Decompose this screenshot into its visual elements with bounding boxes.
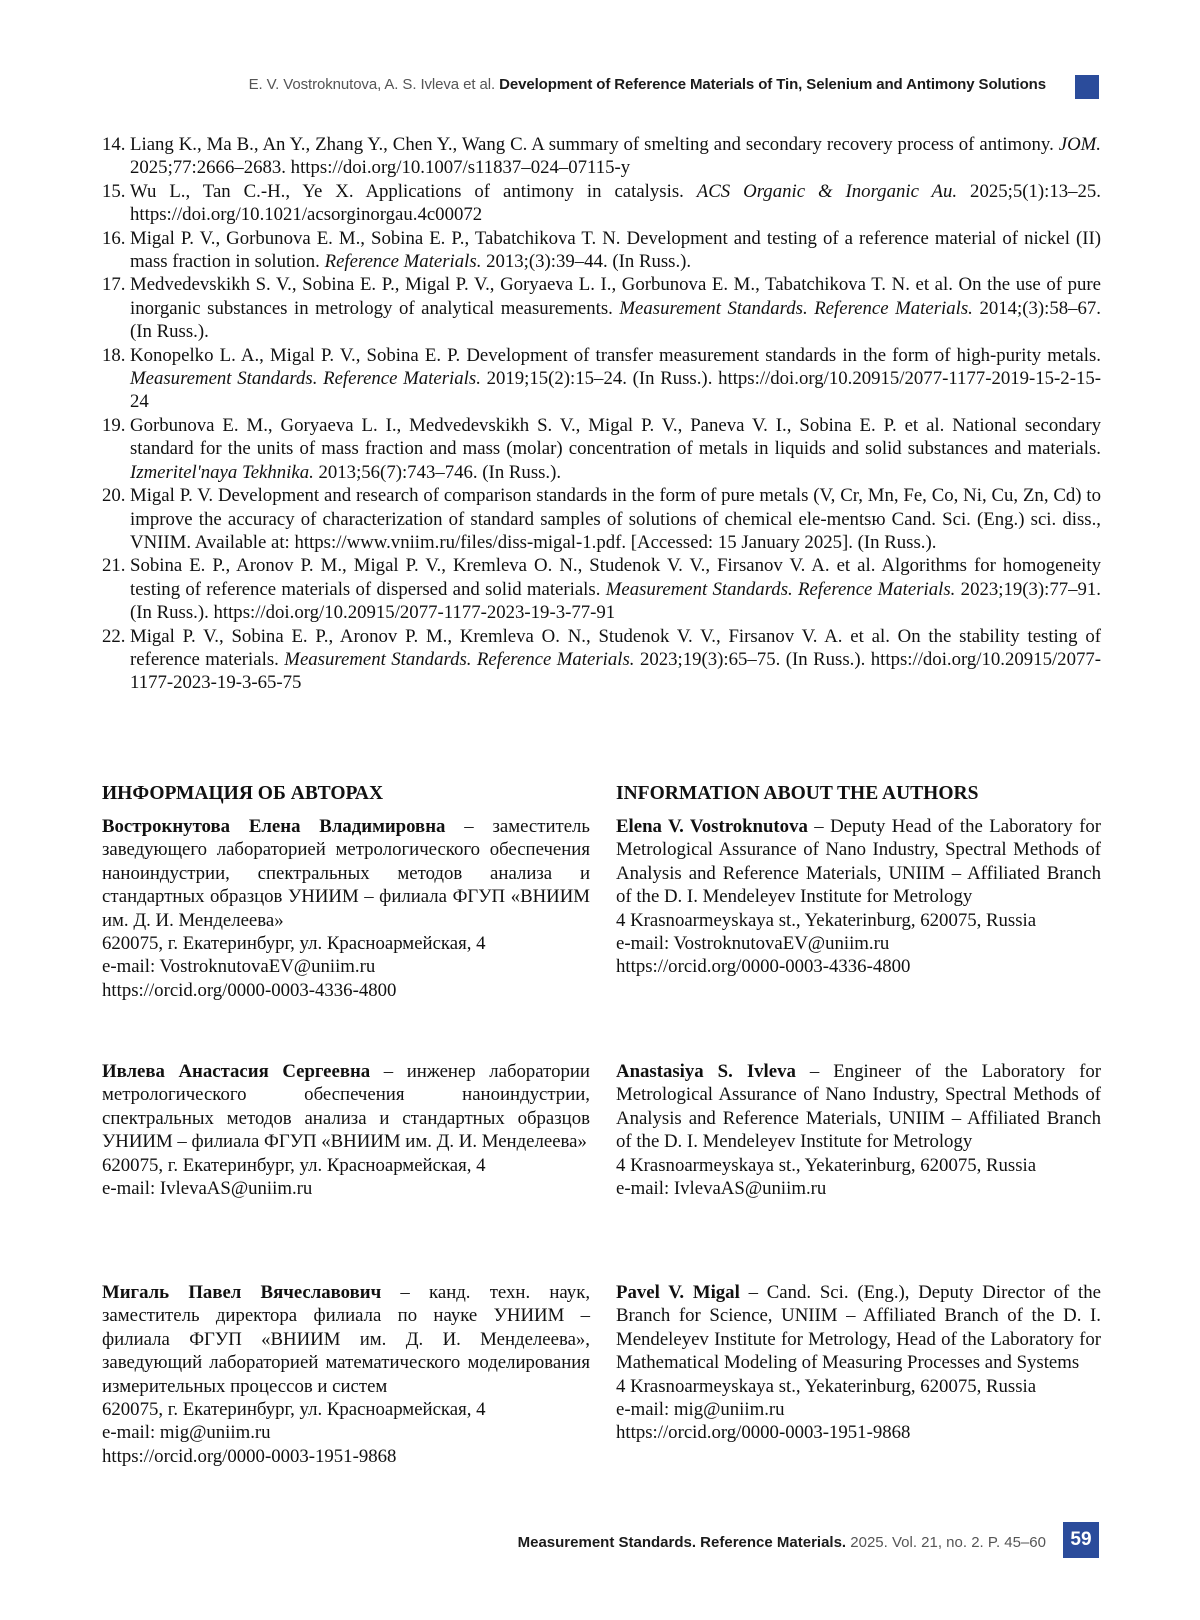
page-number: 59 [1063, 1522, 1099, 1558]
email-text: e-mail: mig@uniim.ru [616, 1399, 785, 1421]
reference-item: 18. Konopelko L. A., Migal P. V., Sobina E. P. Development of transfer measurement standards in the form of high-purity metals. Measurement Standards. Reference Materials. 2019;15(2):15–24. (In Russ.). https://doi.org/10.20915/2077-1177-2019-15-2-15-24 [102, 344, 1101, 413]
reference-item: 22. Migal P. V., Sobina E. P., Aronov P. M., Kremleva O. N., Studenok V. V., Firsanov V. A. et al. On the stability testing of reference materials. Measurement Standards. Reference Materials. 2023;19(3):65–75. (In Russ.). https://doi.org/10.20915/2077-1177-2023-19-3-65-75 [102, 625, 1101, 694]
author-en-ivleva: Anastasiya S. Ivleva – Engineer of the Laboratory for Metrological Assurance of Nano Industry, Spectral Methods of Analysis and Reference Materials, UNIIM – Affiliated Branch of the D. I. Mendeleyev Institute for Metrology 4 Krasnoarmeyskaya st., Yekaterinburg, 620075, Russia e-mail: IvlevaAS@uniim.ru [616, 1061, 1102, 1200]
author-ru-ivleva: Ивлева Анастасия Сергеевна – инженер лаборатории метрологического обеспечения наноиндустрии, спектральных методов анализа и стандартных образцов УНИИМ – филиала ФГУП «ВНИИМ им. Д. И. Менделеева» 620075, г. Екатеринбург, ул. Красноармейская, 4 e-mail: IvlevaAS@uniim.ru [102, 1061, 590, 1200]
email-text: e-mail: IvlevaAS@uniim.ru [102, 1178, 313, 1200]
author-ru-vostroknutova: Вострокнутова Елена Владимировна – заместитель заведующего лабораторией метрологического обеспечения наноиндустрии, спектральных методов анализа и стандартных образцов УНИИМ – филиала ФГУП «ВНИИМ им. Д. И. Менделеева» 620075, г. Екатеринбург, ул. Красноармейская, 4 e-mail: VostroknutovaEV@uniim.ru https://orcid.org/0000-0003-4336-4800 [102, 816, 590, 1001]
authors-en-title: INFORMATION ABOUT THE AUTHORS [616, 783, 979, 804]
reference-item: 14. Liang K., Ma B., An Y., Zhang Y., Chen Y., Wang C. A summary of smelting and secondary recovery process of antimony. JOM. 2025;77:2666–2683. https://doi.org/10.1007/s11837–024–07115-y [102, 134, 1101, 179]
email-text: e-mail: IvlevaAS@uniim.ru [616, 1178, 827, 1200]
reference-item: 20. Migal P. V. Development and research of comparison standards in the form of pure metals (V, Cr, Mn, Fe, Co, Ni, Cu, Zn, Cd) to improve the accuracy of characterization of standard samples of solutions of chemical ele-mentsю Cand. Sci. (Eng.) sci. diss., VNIIM. Available at: https://www.vniim.ru/files/diss-migal-1.pdf. [Accessed: 15 January 2025]. (In Russ.). [102, 485, 1101, 553]
author-en-vostroknutova: Elena V. Vostroknutova – Deputy Head of the Laboratory for Metrological Assurance of Nano Industry, Spectral Methods of Analysis and Reference Materials, UNIIM – Affiliated Branch of the D. I. Mendeleyev Institute for Metrology 4 Krasnoarmeyskaya st., Yekaterinburg, 620075, Russia e-mail: VostroknutovaEV@uniim.ru https://orcid.org/0000-0003-4336-4800 [616, 816, 1102, 978]
orcid-link: https://orcid.org/0000-0003-4336-4800 [616, 956, 911, 978]
page-footer [518, 1534, 1046, 1551]
author-en-migal: Pavel V. Migal – Cand. Sci. (Eng.), Deputy Director of the Branch for Science, UNIIM – Affiliated Branch of the D. I. Mendeleyev Institute for Metrology, Head of the Laboratory for Mathematical Modeling of Measuring Processes and Systems 4 Krasnoarmeyskaya st., Yekaterinburg, 620075, Russia e-mail: mig@uniim.ru https://orcid.org/0000-0003-1951-9868 [616, 1282, 1101, 1444]
orcid-link: https://orcid.org/0000-0003-1951-9868 [102, 1445, 397, 1467]
orcid-link: https://orcid.org/0000-0003-1951-9868 [616, 1422, 911, 1444]
reference-item: 15. Wu L., Tan C.-H., Ye X. Applications of antimony in catalysis. ACS Organic & Inorganic Au. 2025;5(1):13–25. https://doi.org/10.1021/acsorginorgau.4c00072 [102, 180, 1101, 226]
email-text: e-mail: VostroknutovaEV@uniim.ru [616, 933, 890, 955]
running-header [249, 76, 1046, 93]
header-marker [1075, 75, 1099, 99]
reference-item: 21. Sobina E. P., Aronov P. M., Migal P. V., Kremleva O. N., Studenok V. V., Firsanov V. A. et al. Algorithms for homogeneity testing of reference materials of dispersed and solid materials. Measurement Standards. Reference Materials. 2023;19(3):77–91. (In Russ.). https://doi.org/10.20915/2077-1177-2023-19-3-77-91 [102, 555, 1101, 624]
author-ru-migal: Мигаль Павел Вячеславович – канд. техн. наук, заместитель директора филиала по науке УНИИМ – филиала ФГУП «ВНИИМ им. Д. И. Менделеева», заведующий лабораторией математического моделирования измерительных процессов и систем 620075, г. Екатеринбург, ул. Красноармейская, 4 e-mail: mig@uniim.ru https://orcid.org/0000-0003-1951-9868 [102, 1282, 591, 1467]
email-text: e-mail: mig@uniim.ru [102, 1422, 271, 1444]
orcid-link: https://orcid.org/0000-0003-4336-4800 [102, 979, 397, 1001]
header-authors: E. V. Vostroknutova, A. S. Ivleva et al. [248, 76, 496, 93]
reference-item: 16. Migal P. V., Gorbunova E. M., Sobina E. P., Tabatchikova T. N. Development and testing of a reference material of nickel (II) mass fraction in solution. Reference Materials. 2013;(3):39–44. (In Russ.). [102, 227, 1101, 273]
reference-item: 17. Medvedevskikh S. V., Sobina E. P., Migal P. V., Goryaeva L. I., Gorbunova E. M., Tabatchikova T. N. et al. On the use of pure inorganic substances in metrology of analytical measurements. Measurement Standards. Reference Materials. 2014;(3):58–67. (In Russ.). [102, 274, 1101, 343]
email-text: e-mail: VostroknutovaEV@uniim.ru [102, 956, 376, 978]
authors-ru-title: ИНФОРМАЦИЯ ОБ АВТОРАХ [102, 783, 384, 804]
header-title: Development of Reference Materials of Tin, Selenium and Antimony Solutions [499, 76, 1046, 93]
reference-list [102, 133, 1101, 695]
footer-journal: Measurement Standards. Reference Materials. [517, 1534, 847, 1551]
footer-issue: 2025. Vol. 21, no. 2. P. 45–60 [850, 1534, 1046, 1551]
reference-item: 19. Gorbunova E. M., Goryaeva L. I., Medvedevskikh S. V., Migal P. V., Paneva V. I., Sobina E. P. et al. National secondary standard for the units of mass fraction and mass (molar) concentration of metals in liquids and solid substances and materials. Izmeritel'naya Tekhnika. 2013;56(7):743–746. (In Russ.). [102, 414, 1101, 483]
